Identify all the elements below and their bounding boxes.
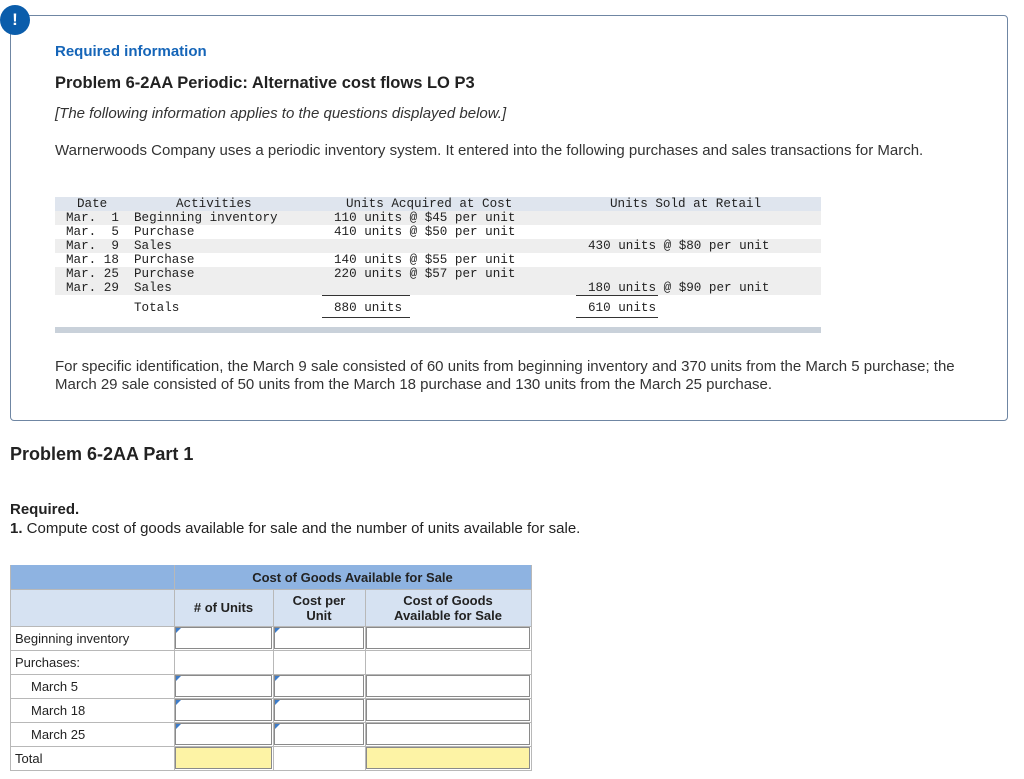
beginning-cogas-input[interactable]	[366, 627, 530, 649]
input-flag-icon	[176, 628, 181, 633]
row-activity: Purchase	[134, 225, 195, 239]
question-number: 1.	[10, 520, 23, 537]
row-date: Mar. 5	[66, 225, 119, 239]
row-activity: Sales	[134, 281, 172, 295]
header-units-acquired: Units Acquired at Cost	[346, 197, 513, 211]
sold-underline	[576, 295, 658, 296]
row-label-beginning-inventory: Beginning inventory	[15, 630, 130, 646]
grid-line	[10, 770, 532, 771]
march-25-units-input[interactable]	[175, 723, 272, 745]
question-text: Compute cost of goods available for sale and the number of units available for sale.	[22, 520, 581, 537]
march-25-cogas-input[interactable]	[366, 723, 530, 745]
col-header-cost-per-unit: Cost per Unit	[273, 589, 365, 626]
header-units-sold: Units Sold at Retail	[610, 197, 762, 211]
march-5-cost-per-unit-input[interactable]	[274, 675, 364, 697]
required-label: Required.	[10, 501, 80, 518]
march-18-cogas-input[interactable]	[366, 699, 530, 721]
info-subtitle: [The following information applies to the questions displayed below.]	[55, 105, 507, 122]
input-flag-icon	[275, 700, 280, 705]
col-header-units: # of Units	[174, 589, 273, 626]
problem-description: Warnerwoods Company uses a periodic inventory system. It entered into the following purchases and sales transactions for March.	[55, 142, 924, 159]
row-label-total: Total	[15, 750, 43, 766]
header-cogas-title: Cost of Goods Available for Sale	[174, 565, 531, 589]
header-band-blank	[10, 565, 174, 589]
input-flag-icon	[275, 724, 280, 729]
problem-title: Problem 6-2AA Periodic: Alternative cost flows LO P3	[55, 74, 475, 92]
row-acquired: 110 units @ $45 per unit	[334, 211, 516, 225]
col-header-cogas: Cost of Goods Available for Sale	[365, 589, 531, 626]
row-date: Mar. 9	[66, 239, 119, 253]
input-flag-icon	[275, 628, 280, 633]
total-acquired: 880 units	[334, 301, 403, 315]
header-date: Date	[77, 197, 108, 211]
row-label-march-5: March 5	[31, 678, 78, 694]
subheader-blank	[10, 589, 174, 626]
row-date: Mar. 25	[66, 267, 119, 281]
march-5-cogas-input[interactable]	[366, 675, 530, 697]
total-units-input[interactable]	[175, 747, 272, 769]
transactions-footer-bar	[55, 327, 821, 333]
row-label-march-25: March 25	[31, 726, 86, 742]
input-flag-icon	[176, 676, 181, 681]
march-18-cost-per-unit-input[interactable]	[274, 699, 364, 721]
input-flag-icon	[176, 724, 181, 729]
total-sold: 610 units	[588, 301, 657, 315]
row-activity: Purchase	[134, 267, 195, 281]
row-sold: 430 units @ $80 per unit	[588, 239, 770, 253]
total-cogas-input[interactable]	[366, 747, 530, 769]
required-info-heading: Required information	[55, 43, 207, 60]
required-question	[10, 520, 580, 537]
acquired-total-underline	[322, 317, 410, 318]
row-activity: Sales	[134, 239, 172, 253]
totals-label: Totals	[134, 301, 180, 315]
row-activity: Beginning inventory	[134, 211, 278, 225]
acquired-underline	[322, 295, 410, 296]
march-25-cost-per-unit-input[interactable]	[274, 723, 364, 745]
sold-total-underline	[576, 317, 658, 318]
row-date: Mar. 29	[66, 281, 119, 295]
input-flag-icon	[176, 700, 181, 705]
row-date: Mar. 1	[66, 211, 119, 225]
row-acquired: 140 units @ $55 per unit	[334, 253, 516, 267]
row-acquired: 220 units @ $57 per unit	[334, 267, 516, 281]
grid-line	[10, 589, 532, 590]
row-date: Mar. 18	[66, 253, 119, 267]
header-activities: Activities	[176, 197, 252, 211]
alert-icon: !	[0, 5, 30, 35]
part-title: Problem 6-2AA Part 1	[10, 444, 194, 464]
beginning-units-input[interactable]	[175, 627, 272, 649]
transactions-table	[55, 195, 821, 335]
row-label-purchases: Purchases:	[15, 654, 81, 670]
grid-line	[531, 565, 532, 771]
row-sold: 180 units @ $90 per unit	[588, 281, 770, 295]
beginning-cost-per-unit-input[interactable]	[274, 627, 364, 649]
march-5-units-input[interactable]	[175, 675, 272, 697]
row-label-march-18: March 18	[31, 702, 86, 718]
row-activity: Purchase	[134, 253, 195, 267]
row-acquired: 410 units @ $50 per unit	[334, 225, 516, 239]
input-flag-icon	[275, 676, 280, 681]
march-18-units-input[interactable]	[175, 699, 272, 721]
specific-identification-note: For specific identification, the March 9 sale consisted of 60 units from beginning inventory and 370 units from the March 5 purchase; the March 29 sale consisted of 50 units from the March 18 purchase and 130 units from the March 25 purchase.	[55, 358, 955, 393]
